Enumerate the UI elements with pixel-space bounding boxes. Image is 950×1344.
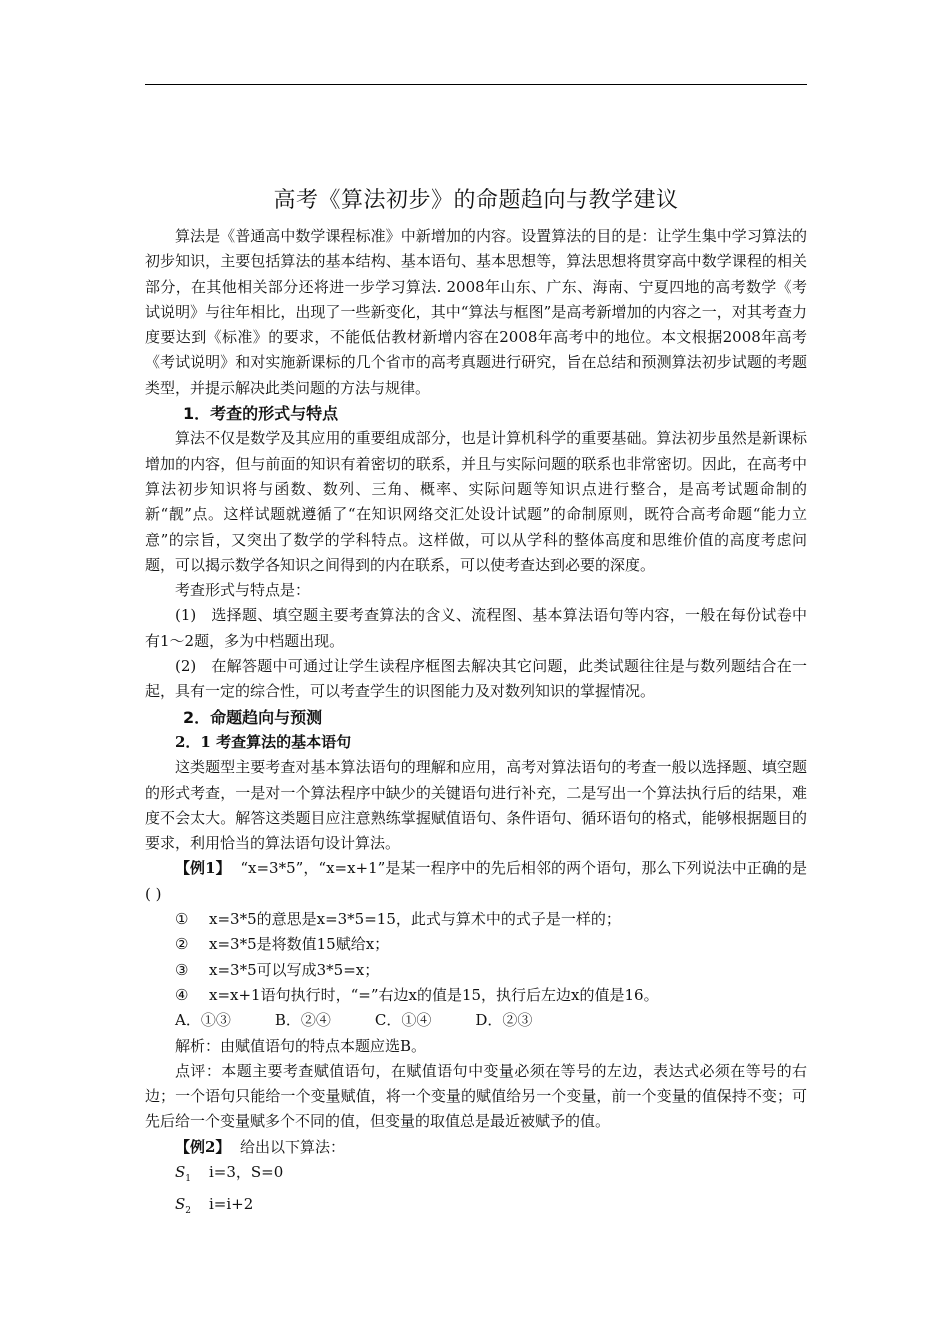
option-a: A．①③ [175, 1011, 231, 1030]
step-label [175, 1160, 209, 1192]
choice-mark: ③ [175, 960, 189, 979]
choice-mark: ④ [175, 985, 189, 1004]
algorithm-step [145, 1160, 807, 1192]
example-1-stem [145, 856, 807, 907]
example-1-tag: 【例1】 [175, 859, 231, 878]
example-2-stem [145, 1135, 807, 1160]
section-1-paragraph: 算法不仅是数学及其应用的重要组成部分，也是计算机科学的重要基础。算法初步虽然是新课标增加的内容，但与前面的知识有着密切的联系，并且与实际问题的联系也非常密切。因此，在高考中算法初步知识将与函数、数列、三角、概率、实际问题等知识点进行整合，是高考试题命制的新“靓”点。这样试题就遵循了“在知识网络交汇处设计试题”的命制原则，既符合高考命题“能力立意”的宗旨，又突出了数学的学科特点。这样做，可以从学科的整体高度和思维价值的高度考虑问题，可以揭示数学各知识之间得到的内在联系，可以使考查达到必要的深度。 [145, 429, 807, 574]
item-text: 在解答题中可通过让学生读程序框图去解决其它问题，此类试题往往是与数列题结合在一起，具有一定的综合性，可以考查学生的识图能力及对数列知识的掌握情况。 [145, 657, 807, 701]
example-1-question: “x=3*5”，“x=x+1”是某一程序中的先后相邻的两个语句，那么下列说法中正确的是( ) [145, 859, 807, 903]
step-label [175, 1192, 209, 1224]
option-d: D．②③ [475, 1011, 533, 1030]
step-letter: S [175, 1195, 186, 1214]
answer-options [145, 1008, 807, 1033]
list-item [145, 654, 807, 705]
choice-text: x=x+1语句执行时，“=”右边x的值是15，执行后左边x的值是16。 [209, 985, 659, 1004]
page-title: 高考《算法初步》的命题趋向与教学建议 [273, 188, 679, 213]
subsection-heading: 2．1 考查算法的基本语句 [175, 732, 352, 751]
section-1-lead: 考查形式与特点是： [175, 581, 311, 600]
step-index: 2 [185, 1206, 192, 1217]
choice-item [145, 932, 807, 957]
item-text: 选择题、填空题主要考查算法的含义、流程图、基本算法语句等内容，一般在每份试卷中有1～2题，多为中档题出现。 [145, 606, 807, 650]
choice-text: x=3*5是将数值15赋给x； [209, 935, 390, 954]
choice-item [145, 907, 807, 932]
choice-text: x=3*5可以写成3*5=x； [209, 960, 380, 979]
item-number: (2) [175, 657, 197, 676]
section-2-heading: 2．命题趋向与预测 [183, 707, 323, 727]
example-2-question: 给出以下算法： [239, 1137, 345, 1156]
intro-paragraph: 算法是《普通高中数学课程标准》中新增加的内容。设置算法的目的是：让学生集中学习算法的初步知识，主要包括算法的基本结构、基本语句、基本思想等，算法思想将贯穿高中数学课程的相关部分，在其他相关部分还将进一步学习算法. 2008年山东、广东、海南、宁夏四地的高考数学《考试说明》与往年相比，出现了一些新变化，其中“算法与框图”是高考新增加的内容之一，对其考查力度要达到《标准》的要求，不能低估教材新增内容在2008年高考中的地位。本文根据2008年高考《考试说明》和对实施新课标的几个省市的高考真题进行研究，旨在总结和预测算法初步试题的考题类型，并提示解决此类问题的方法与规律。 [145, 227, 807, 397]
example-1-comment: 点评：本题主要考查赋值语句，在赋值语句中变量必须在等号的左边，表达式必须在等号的右边；一个语句只能给一个变量赋值，将一个变量的赋值给另一个变量，前一个变量的值保持不变；可先后给一个变量赋多个不同的值，但变量的取值总是最近被赋予的值。 [145, 1061, 807, 1131]
header-rule [145, 84, 807, 85]
step-index: 1 [185, 1173, 192, 1184]
choice-mark: ① [175, 910, 189, 929]
option-c: C．①④ [374, 1011, 432, 1030]
step-letter: S [175, 1162, 186, 1181]
section-1-heading: 1．考查的形式与特点 [183, 404, 339, 424]
document-body [145, 178, 807, 1225]
example-1-analysis: 解析：由赋值语句的特点本题应选B。 [175, 1036, 427, 1055]
choice-text: x=3*5的意思是x=3*5=15，此式与算术中的式子是一样的； [209, 910, 621, 929]
section-2-paragraph: 这类题型主要考查对基本算法语句的理解和应用，高考对算法语句的考查一般以选择题、填空题的形式考查，一是对一个算法程序中缺少的关键语句进行补充，二是写出一个算法执行后的结果，难度不会太大。解答这类题目应注意熟练掌握赋值语句、条件语句、循环语句的格式，能够根据题目的要求，利用恰当的算法语句设计算法。 [145, 758, 807, 853]
option-b: B．②④ [274, 1011, 331, 1030]
example-2-tag: 【例2】 [175, 1137, 231, 1156]
list-item [145, 603, 807, 654]
step-text: i=i+2 [209, 1195, 254, 1214]
algorithm-step [145, 1192, 807, 1224]
step-text: i=3，S=0 [209, 1162, 284, 1181]
choice-item [145, 958, 807, 983]
choice-item [145, 983, 807, 1008]
item-number: (1) [175, 606, 197, 625]
choice-mark: ② [175, 935, 189, 954]
